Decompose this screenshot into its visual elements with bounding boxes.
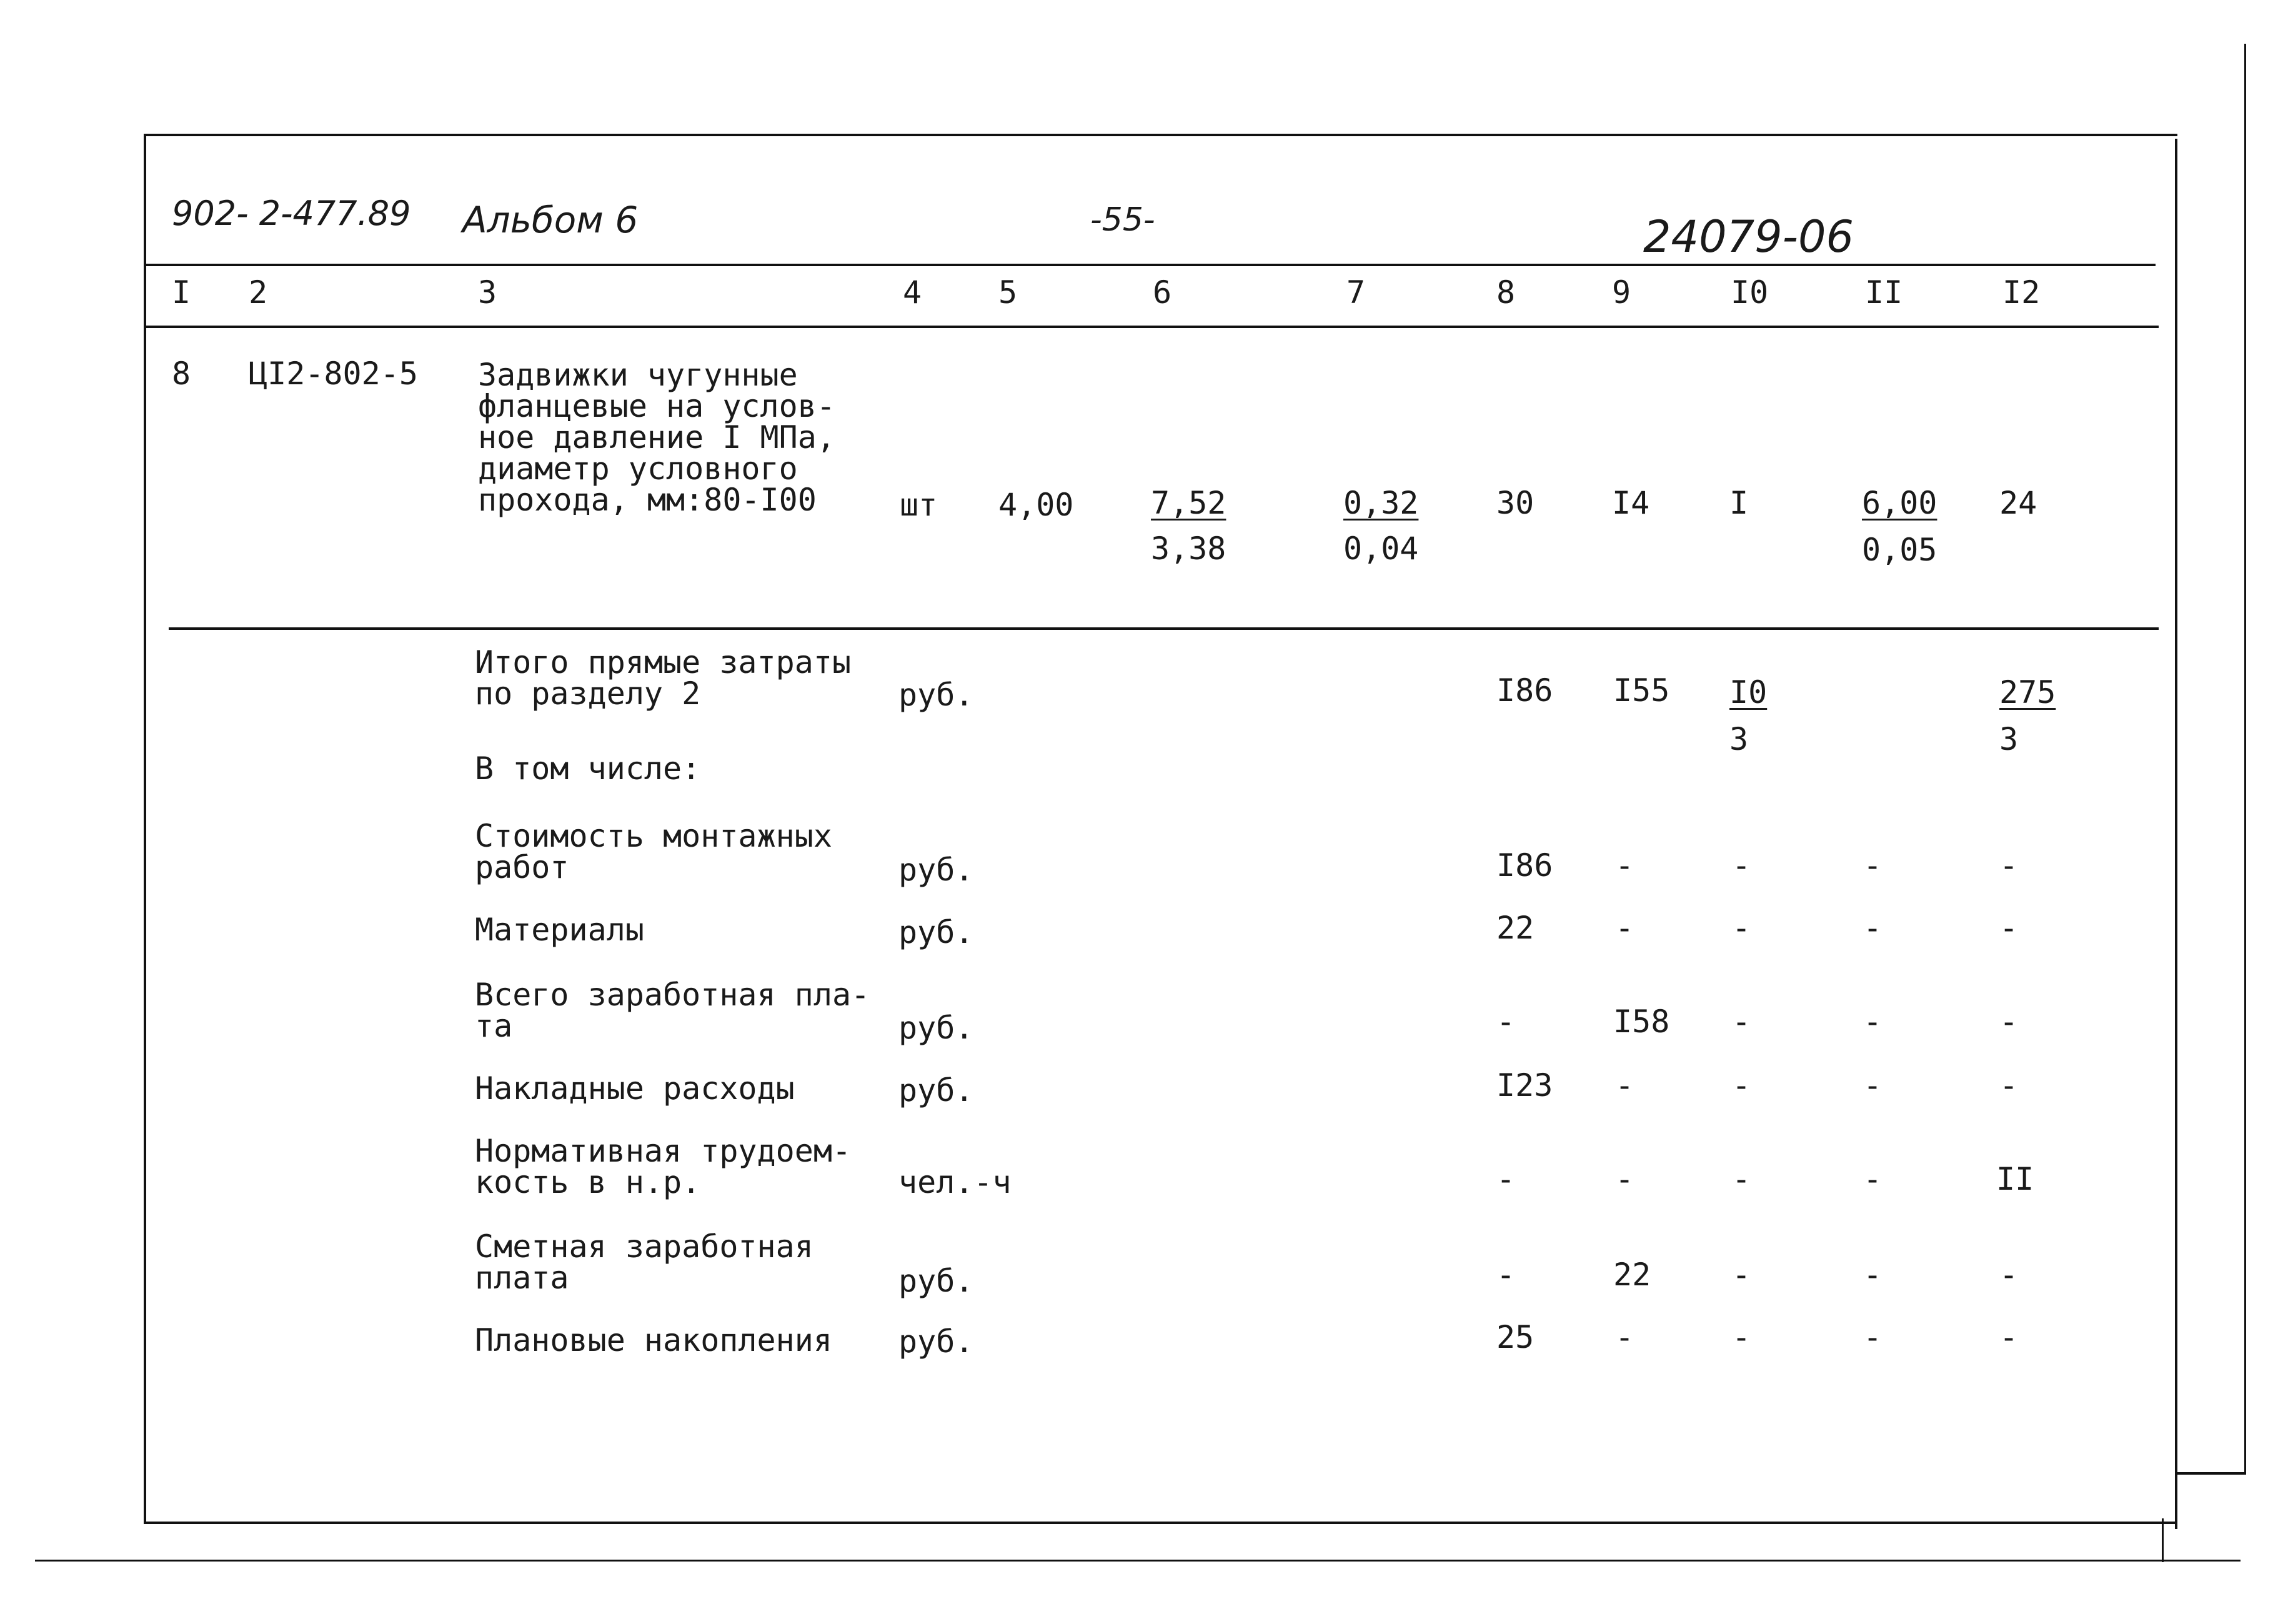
item-description: Задвижки чугунные фланцевые на услов- ное давление I МПа, диаметр условного прохода, мм:80-I00 xyxy=(478,357,835,518)
row-col12: - xyxy=(1999,1257,2019,1293)
row-unit: руб. xyxy=(898,1010,974,1046)
col-header-4: 4 xyxy=(903,274,922,311)
row-col11: - xyxy=(1863,910,1883,946)
row-col11: - xyxy=(1863,847,1883,884)
row-col10: - xyxy=(1732,1257,1751,1293)
summary-col10-top: I0 xyxy=(1729,674,1768,710)
outer-right-edge xyxy=(2244,44,2246,1475)
row-col12: - xyxy=(1999,847,2019,884)
item-col6-top: 7,52 xyxy=(1151,485,1226,521)
item-code: ЦI2-802-5 xyxy=(249,356,418,392)
row-unit: руб. xyxy=(898,852,974,888)
column-header-rule xyxy=(144,326,2159,328)
col-header-11: II xyxy=(1865,274,1903,311)
row-unit: руб. xyxy=(898,1072,974,1108)
summary-col9: I55 xyxy=(1613,672,1670,709)
row-col8: - xyxy=(1496,1004,1516,1040)
row-label: Всего заработная пла- та xyxy=(475,977,870,1044)
row-label: Сметная заработная плата xyxy=(475,1228,813,1296)
row-col8: 25 xyxy=(1496,1319,1534,1355)
row-col8: - xyxy=(1496,1161,1516,1197)
including-label: В том числе: xyxy=(475,750,701,787)
col-header-10: I0 xyxy=(1731,274,1769,311)
page-bottom-line xyxy=(35,1560,2241,1562)
row-col9: I58 xyxy=(1613,1004,1670,1040)
row-label: Накладные расходы xyxy=(475,1070,795,1107)
summary-col8: I86 xyxy=(1496,672,1553,709)
summary-col12-top: 275 xyxy=(1999,674,2056,710)
document-number: 24079-06 xyxy=(1643,211,1854,262)
row-col11: - xyxy=(1863,1161,1883,1197)
row-col9: - xyxy=(1615,1067,1634,1103)
row-unit: руб. xyxy=(898,1263,974,1299)
row-unit: чел.-ч xyxy=(898,1164,1012,1200)
row-col8: - xyxy=(1496,1257,1516,1293)
summary-col10-bottom: 3 xyxy=(1729,721,1749,757)
item-col11-top: 6,00 xyxy=(1862,485,1937,521)
item-number: 8 xyxy=(172,356,191,392)
summary-col12-bottom: 3 xyxy=(1999,721,2019,757)
outer-right-tick xyxy=(2176,1472,2245,1475)
col-header-6: 6 xyxy=(1153,274,1172,311)
row-col8: I23 xyxy=(1496,1067,1553,1103)
row-col9: - xyxy=(1615,847,1634,884)
frame-bottom-border xyxy=(144,1522,2177,1524)
col-header-8: 8 xyxy=(1496,274,1516,311)
row-col10: - xyxy=(1732,1319,1751,1355)
item-col12: 24 xyxy=(1999,485,2037,521)
row-col8: 22 xyxy=(1496,910,1534,946)
row-col9: - xyxy=(1615,1319,1634,1355)
row-col9: - xyxy=(1615,1161,1634,1197)
row-col11: - xyxy=(1863,1067,1883,1103)
header-rule xyxy=(144,264,2156,266)
row-col9: - xyxy=(1615,910,1634,946)
row-col10: - xyxy=(1732,847,1751,884)
item-unit: шт xyxy=(900,487,938,523)
page-number: -55- xyxy=(1090,201,1155,239)
drawing-code: 902- 2-477.89 xyxy=(172,194,411,233)
summary-label: Итого прямые затраты по разделу 2 xyxy=(475,644,852,712)
row-unit: руб. xyxy=(898,1323,974,1360)
row-col12: - xyxy=(1999,1067,2019,1103)
item-col11-bottom: 0,05 xyxy=(1862,532,1937,568)
row-col12: - xyxy=(1999,910,2019,946)
row-col12: - xyxy=(1999,1319,2019,1355)
right-stub xyxy=(2162,1518,2164,1562)
row-col11: - xyxy=(1863,1004,1883,1040)
col-header-5: 5 xyxy=(998,274,1018,311)
row-col10: - xyxy=(1732,1067,1751,1103)
row-col11: - xyxy=(1863,1319,1883,1355)
col-header-9: 9 xyxy=(1612,274,1631,311)
row-col10: - xyxy=(1732,1161,1751,1197)
item-col10: I xyxy=(1729,485,1749,521)
summary-unit: руб. xyxy=(898,677,974,713)
row-label: Материалы xyxy=(475,912,644,948)
row-col12: II xyxy=(1996,1161,2034,1197)
row-col9: 22 xyxy=(1613,1257,1651,1293)
album-label: Альбом 6 xyxy=(462,199,639,241)
row-label: Плановые накопления xyxy=(475,1322,832,1358)
col-header-1: I xyxy=(172,274,191,311)
item-col7-top: 0,32 xyxy=(1343,485,1419,521)
item-col9: I4 xyxy=(1612,485,1650,521)
item-col8: 30 xyxy=(1496,485,1534,521)
frame-right-border xyxy=(2175,139,2177,1529)
col-header-12: I2 xyxy=(2002,274,2041,311)
row-col10: - xyxy=(1732,910,1751,946)
frame-left-border xyxy=(144,134,146,1524)
col-header-3: 3 xyxy=(478,274,497,311)
row-col12: - xyxy=(1999,1004,2019,1040)
section-rule xyxy=(169,627,2159,630)
row-label: Нормативная трудоем- кость в н.р. xyxy=(475,1133,852,1200)
row-label: Стоимость монтажных работ xyxy=(475,818,832,885)
row-unit: руб. xyxy=(898,914,974,950)
col-header-2: 2 xyxy=(249,274,268,311)
item-col7-bottom: 0,04 xyxy=(1343,531,1419,567)
row-col8: I86 xyxy=(1496,847,1553,884)
row-col11: - xyxy=(1863,1257,1883,1293)
item-col6-bottom: 3,38 xyxy=(1151,531,1226,567)
item-quantity: 4,00 xyxy=(998,487,1074,523)
col-header-7: 7 xyxy=(1346,274,1366,311)
frame-top-border xyxy=(144,134,2177,136)
row-col10: - xyxy=(1732,1004,1751,1040)
